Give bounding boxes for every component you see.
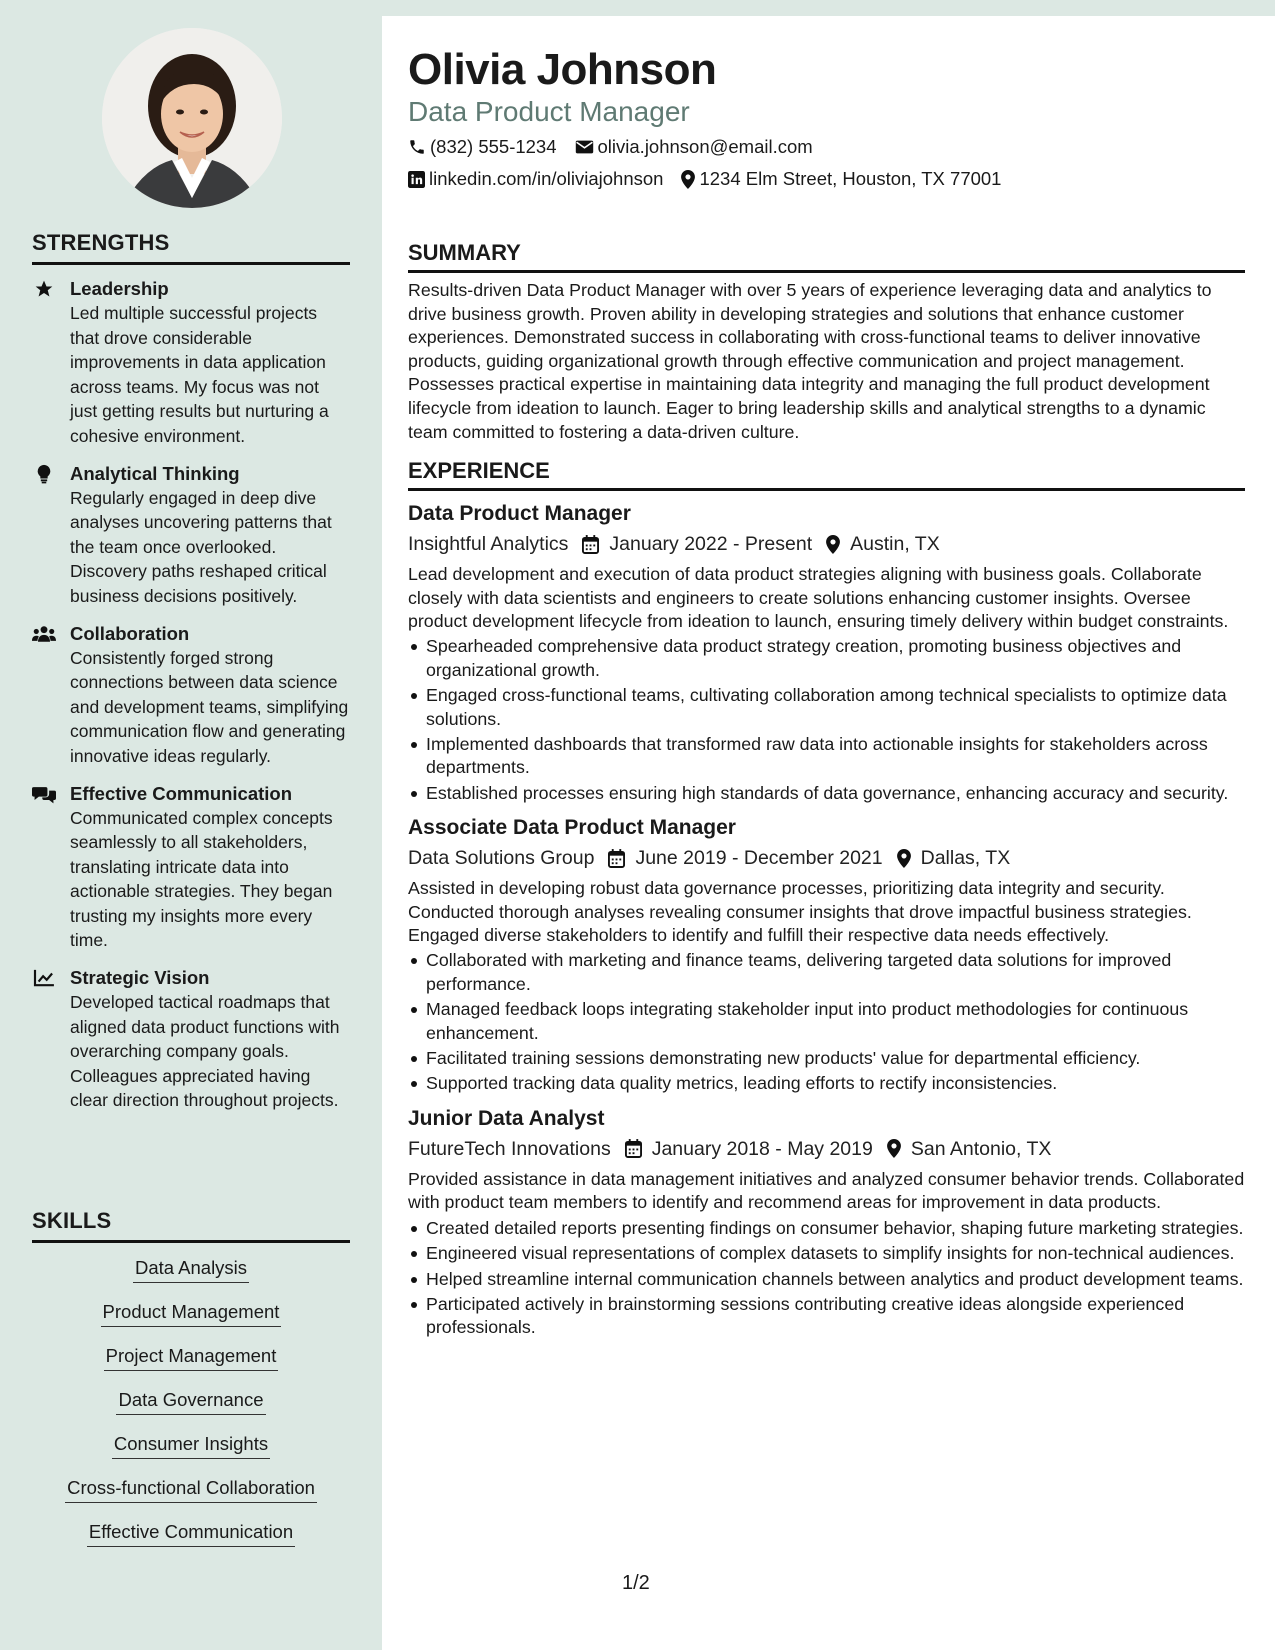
calendar-icon bbox=[625, 1139, 642, 1158]
address-contact bbox=[681, 164, 1001, 194]
strength-title: Collaboration bbox=[70, 622, 190, 644]
skill-item: Project Management bbox=[104, 1343, 279, 1371]
job-title: Associate Data Product Manager bbox=[408, 816, 736, 840]
page-number: 1/2 bbox=[622, 1572, 650, 1594]
phone-text: (832) 555-1234 bbox=[430, 136, 557, 157]
skill-item: Consumer Insights bbox=[112, 1431, 270, 1459]
job-title: Data Product Manager bbox=[408, 502, 631, 526]
list-item: Collaborated with marketing and finance teams, delivering targeted data solutions for improved performance. bbox=[408, 949, 1245, 996]
job-location: Dallas, TX bbox=[920, 847, 1011, 870]
company-name: FutureTech Innovations bbox=[408, 1137, 611, 1160]
strength-description: Consistently forged strong connections between data science and development teams, simplifying communication flow and generating innovative ideas regularly. bbox=[70, 647, 349, 766]
job-meta bbox=[408, 843, 1245, 873]
company-name: Insightful Analytics bbox=[408, 533, 569, 556]
strength-item bbox=[32, 622, 350, 769]
calendar-icon bbox=[582, 535, 599, 554]
list-item: Participated actively in brainstorming sessions contributing creative ideas alongside experienced professionals. bbox=[408, 1293, 1245, 1340]
users-icon bbox=[32, 623, 56, 645]
profile-photo bbox=[102, 28, 282, 208]
skill-item: Cross-functional Collaboration bbox=[65, 1475, 317, 1503]
strength-description: Led multiple successful projects that drove considerable improvements in data application across teams. My focus was not just getting results but nurturing a cohesive environment. bbox=[70, 303, 329, 446]
strength-title: Effective Communication bbox=[70, 782, 293, 804]
phone-icon bbox=[408, 138, 426, 156]
strength-title: Leadership bbox=[70, 278, 169, 299]
strength-title: Strategic Vision bbox=[70, 967, 210, 989]
job-entry bbox=[408, 813, 1245, 1096]
job-meta bbox=[408, 1134, 1245, 1164]
job-bullets bbox=[408, 949, 1245, 1095]
list-item: Supported tracking data quality metrics, leading efforts to rectify inconsistencies. bbox=[408, 1072, 1245, 1095]
skill-item: Data Governance bbox=[116, 1387, 265, 1415]
job-entry bbox=[408, 499, 1245, 805]
email-text: olivia.johnson@email.com bbox=[597, 136, 813, 157]
list-item: Helped streamline internal communication channels between analytics and product development teams. bbox=[408, 1268, 1245, 1291]
skill-item: Data Analysis bbox=[133, 1255, 249, 1283]
contact-row bbox=[408, 132, 1245, 162]
chat-icon bbox=[32, 783, 56, 805]
linkedin-text: linkedin.com/in/oliviajohnson bbox=[429, 168, 664, 189]
linkedin-icon bbox=[408, 171, 425, 188]
address-text: 1234 Elm Street, Houston, TX 77001 bbox=[699, 168, 1002, 189]
location-pin-icon bbox=[826, 535, 840, 554]
skills-list bbox=[32, 1255, 350, 1563]
strength-item bbox=[32, 462, 350, 609]
list-item: Implemented dashboards that transformed raw data into actionable insights for stakeholders across departments. bbox=[408, 733, 1245, 780]
job-bullets bbox=[408, 1217, 1245, 1340]
job-description: Lead development and execution of data product strategies aligning with business goals. Collaborate closely with data scientists and engineers to create solutions enhancing customer insights. Oversee product development lifecycle from ideation to launch, ensuring timely delivery within budget constraints. bbox=[408, 564, 1229, 631]
job-title: Junior Data Analyst bbox=[408, 1106, 605, 1130]
contact-row bbox=[408, 164, 1245, 194]
job-dates: June 2019 - December 2021 bbox=[635, 847, 883, 870]
email-contact[interactable] bbox=[575, 132, 813, 162]
envelope-icon bbox=[575, 139, 594, 155]
location-pin-icon bbox=[887, 1139, 901, 1158]
location-pin-icon bbox=[897, 849, 911, 868]
skill-item: Effective Communication bbox=[87, 1519, 295, 1547]
list-item: Established processes ensuring high standards of data governance, enhancing accuracy and security. bbox=[408, 782, 1245, 805]
job-entry bbox=[408, 1104, 1245, 1340]
list-item: Created detailed reports presenting findings on consumer behavior, shaping future marketing strategies. bbox=[408, 1217, 1245, 1240]
experience-heading: EXPERIENCE bbox=[408, 458, 1245, 491]
summary-text: Results-driven Data Product Manager with over 5 years of experience leveraging data and analytics to drive business growth. Proven ability in developing strategies and solutions that enhance customer experiences. Demonstrated success in collaborating with cross-functional teams to deliver innovative products, guiding organizational growth through effective communication and project management. Possesses practical expertise in maintaining data integrity and managing the full product development lifecycle from ideation to launch. Eager to bring leadership skills and analytical strengths to a dynamic team committed to fostering a data-driven culture. bbox=[408, 280, 1212, 442]
job-dates: January 2018 - May 2019 bbox=[651, 1137, 873, 1160]
job-location: Austin, TX bbox=[850, 533, 940, 556]
list-item: Facilitated training sessions demonstrating new products' value for departmental efficiency. bbox=[408, 1047, 1245, 1070]
phone-contact[interactable] bbox=[408, 132, 557, 162]
skills-heading: SKILLS bbox=[32, 1208, 350, 1243]
main-content bbox=[382, 16, 1275, 1650]
linkedin-contact[interactable] bbox=[408, 164, 663, 194]
candidate-name: Olivia Johnson bbox=[408, 45, 717, 94]
strengths-heading: STRENGTHS bbox=[32, 230, 350, 265]
list-item: Spearheaded comprehensive data product strategy creation, promoting business objectives and organizational growth. bbox=[408, 635, 1245, 682]
lightbulb-icon bbox=[32, 463, 56, 485]
strength-item bbox=[32, 277, 350, 449]
strength-description: Communicated complex concepts seamlessly to all stakeholders, translating intricate data into actionable strategies. They began trusting my insights more every time. bbox=[70, 807, 333, 951]
job-location: San Antonio, TX bbox=[910, 1137, 1052, 1160]
sidebar bbox=[0, 0, 382, 1650]
job-description: Provided assistance in data management initiatives and analyzed consumer behavior trends. Collaborated with product team members to identify and recommend areas for improvement in data products. bbox=[408, 1168, 1245, 1213]
skills-section bbox=[32, 1208, 350, 1563]
candidate-role: Data Product Manager bbox=[408, 96, 690, 127]
job-description: Assisted in developing robust data governance processes, prioritizing data integrity and security. Conducted thorough analyses revealing consumer insights that drove impactful business strategies. Engaged diverse stakeholders to identify and fulfill their respective data needs effectively. bbox=[408, 878, 1192, 946]
summary-heading: SUMMARY bbox=[408, 240, 1245, 273]
chart-line-icon bbox=[32, 967, 56, 989]
strength-item bbox=[32, 966, 350, 1113]
list-item: Managed feedback loops integrating stakeholder input into product methodologies for continuous enhancement. bbox=[408, 998, 1245, 1045]
list-item: Engineered visual representations of complex datasets to simplify insights for non-technical audiences. bbox=[408, 1242, 1245, 1265]
strength-item bbox=[32, 782, 350, 954]
job-dates: January 2022 - Present bbox=[609, 533, 813, 556]
company-name: Data Solutions Group bbox=[408, 847, 595, 870]
job-meta bbox=[408, 529, 1245, 559]
strength-description: Regularly engaged in deep dive analyses uncovering patterns that the team once overlooked. Discovery paths reshaped critical business decisions positively. bbox=[70, 487, 332, 606]
strengths-section bbox=[32, 230, 350, 1113]
skill-item: Product Management bbox=[101, 1299, 282, 1327]
star-icon bbox=[32, 278, 56, 300]
location-pin-icon bbox=[681, 170, 695, 189]
strength-description: Developed tactical roadmaps that aligned data product functions with overarching company goals. Colleagues appreciated having clear direction throughout projects. bbox=[70, 992, 340, 1111]
list-item: Engaged cross-functional teams, cultivating collaboration among technical specialists to optimize data solutions. bbox=[408, 684, 1245, 731]
calendar-icon bbox=[608, 849, 625, 868]
strength-title: Analytical Thinking bbox=[70, 462, 240, 484]
job-bullets bbox=[408, 635, 1245, 805]
